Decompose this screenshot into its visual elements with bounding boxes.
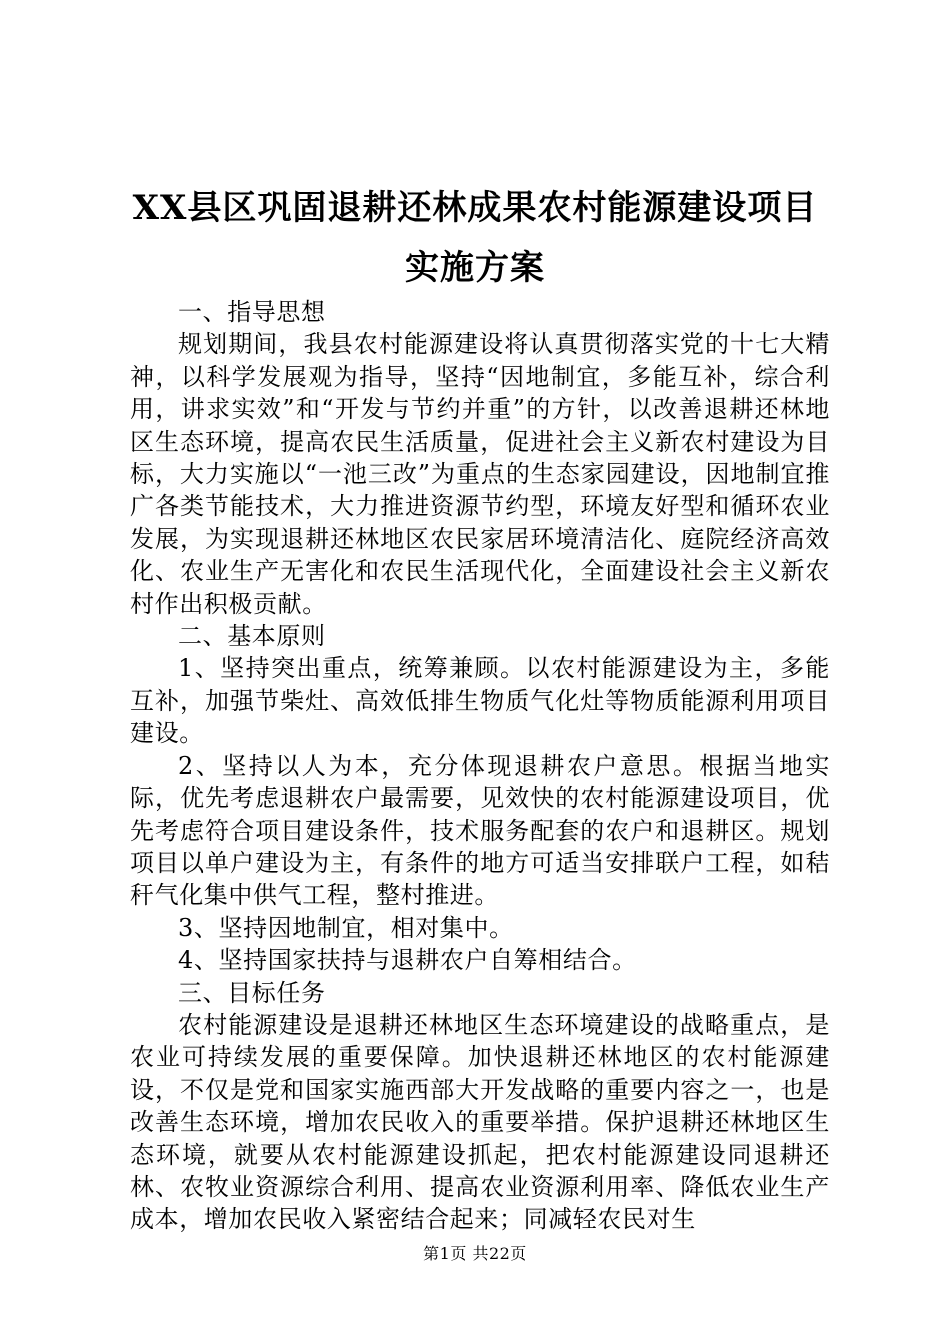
document-body xyxy=(130,296,830,1236)
paragraph-principle-2: 2、坚持以人为本，充分体现退耕农户意思。根据当地实际，优先考虑退耕农户最需要，见效快的农村能源建设项目，优先考虑符合项目建设条件，技术服务配套的农户和退耕区。规划项目以单户建设为主，有条件的地方可适当安排联户工程，如秸秆气化集中供气工程，整村推进。 xyxy=(130,751,830,910)
paragraph-principle-4: 4、坚持国家扶持与退耕农户自筹相结合。 xyxy=(178,946,637,975)
paragraph-guiding-ideology: 规划期间，我县农村能源建设将认真贯彻落实党的十七大精神，以科学发展观为指导，坚持“因地制宜，多能互补，综合利用，讲求实效”和“开发与节约并重”的方针，以改善退耕还林地区生态环境，提高农民生活质量，促进社会主义新农村建设为目标，大力实施以“一池三改”为重点的生态家园建设，因地制宜推广各类节能技术，大力推进资源节约型，环境友好型和循环农业发展，为实现退耕还林地区农民家居环境清洁化、庭院经济高效化、农业生产无害化和农民生活现代化，全面建设社会主义新农村作出积极贡献。 xyxy=(130,330,830,618)
section-heading-guiding-ideology: 一、指导思想 xyxy=(178,298,326,326)
paragraph-principle-1: 1、坚持突出重点，统筹兼顾。以农村能源建设为主，多能互补，加强节柴灶、高效低排生物质气化灶等物质能源利用项目建设。 xyxy=(130,654,830,748)
document-title-line-1: XX县区巩固退耕还林成果农村能源建设项目 xyxy=(132,188,818,228)
section-heading-basic-principles: 二、基本原则 xyxy=(178,622,326,651)
document-title-line-2: 实施方案 xyxy=(405,248,545,288)
paragraph-objectives: 农村能源建设是退耕还林地区生态环境建设的战略重点，是农业可持续发展的重要保障。加快退耕还林地区的农村能源建设，不仅是党和国家实施西部大开发战略的重要内容之一，也是改善生态环境，增加农民收入的重要举措。保护退耕还林地区生态环境，就要从农村能源建设抓起，把农村能源建设同退耕还林、农牧业资源综合利用、提高农业资源利用率、降低农业生产成本，增加农民收入紧密结合起来；同减轻农民对生 xyxy=(130,1010,830,1234)
section-heading-objectives: 三、目标任务 xyxy=(178,978,326,1007)
paragraph-principle-3: 3、坚持因地制宜，相对集中。 xyxy=(178,913,514,942)
page-footer: 第1页 共22页 xyxy=(423,1244,527,1263)
